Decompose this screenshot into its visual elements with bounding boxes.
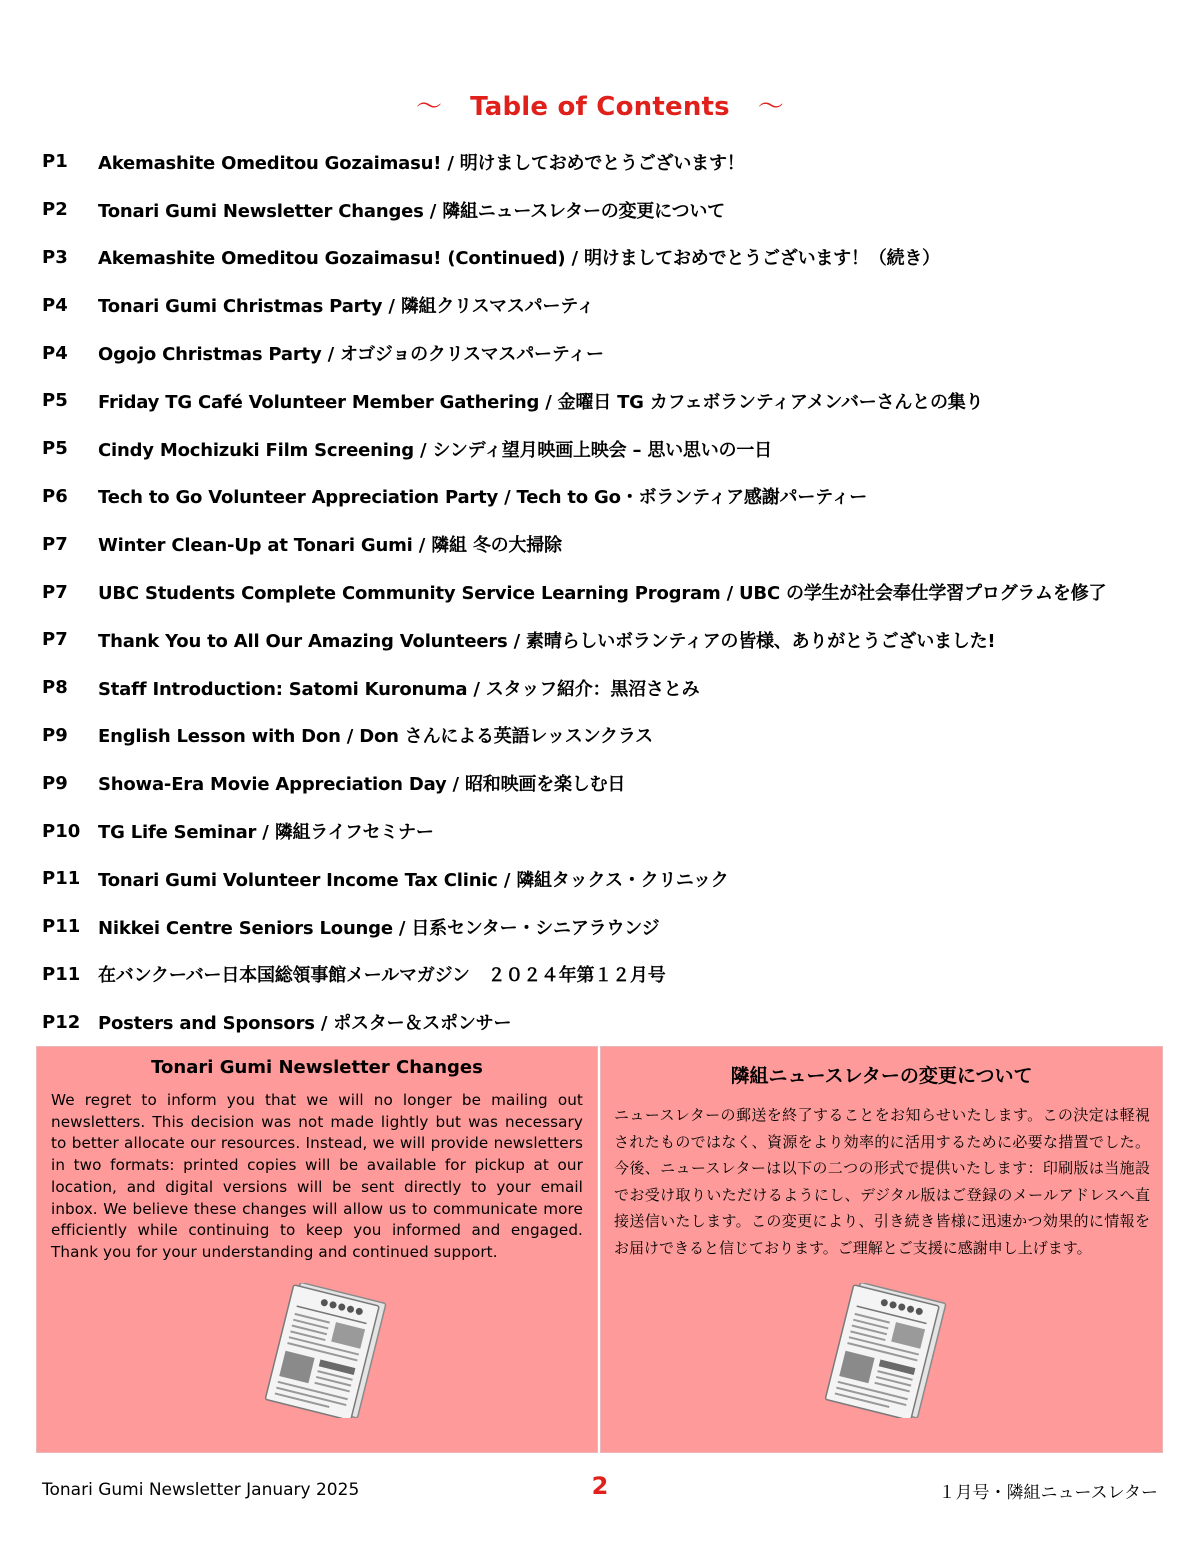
toc-item-title: Friday TG Café Volunteer Member Gathering / 金曜日 TG カフェボランティアメンバーさんとの集り (98, 391, 984, 413)
footer-newsletter-name: Tonari Gumi Newsletter January 2025 (42, 1480, 360, 1500)
notice-body-japanese: ニュースレターの郵送を終了することをお知らせいたします。この決定は軽視されたものではなく、資源をより効率的に活用するために必要な措置でした。今後、ニュースレターは以下の二つの形式で提供いたします：印刷版は当施設でお受け取りいただけるようにし、デジタル版はご登録のメールアドレスへ直接送信いたします。この変更により、引き続き皆様に迅速かつ効果的に情報をお届けできると信じております。ご理解とご支援に感謝申し上げます。 (614, 1106, 1150, 1257)
toc-item (42, 329, 1162, 377)
footer-newsletter-name-japanese: １月号・隣組ニュースレター (938, 1483, 1158, 1503)
toc-item (42, 712, 1162, 760)
toc-page-number: P4 (42, 294, 68, 316)
toc-item-title: Tonari Gumi Volunteer Income Tax Clinic / 隣組タックス・クリニック (98, 869, 729, 891)
toc-item (42, 281, 1162, 329)
toc-item-title: Showa-Era Movie Appreciation Day / 昭和映画を楽しむ日 (98, 774, 626, 796)
notice-panels (36, 1046, 1163, 1453)
toc-heading (0, 86, 1200, 123)
toc-item-title: Tech to Go Volunteer Appreciation Party / Tech to Go・ボランティア感謝パーティー (98, 487, 868, 509)
toc-list (42, 138, 1162, 1046)
toc-page-number: P10 (42, 820, 81, 842)
toc-item-title: Akemashite Omeditou Gozaimasu! (Continued) / 明けましておめでとうございます！（続き） (98, 248, 940, 270)
notice-box-japanese (600, 1046, 1163, 1453)
toc-page-number: P2 (42, 199, 68, 221)
right-ornament: ～ (757, 92, 785, 122)
toc-item-title: English Lesson with Don / Don さんによる英語レッスンクラス (98, 726, 653, 748)
toc-item-title: Winter Clean-Up at Tonari Gumi / 隣組 冬の大掃除 (98, 535, 562, 557)
toc-page-number: P3 (42, 246, 68, 268)
toc-item (42, 425, 1162, 473)
toc-page-number: P11 (42, 963, 81, 985)
toc-item-title: Tonari Gumi Newsletter Changes / 隣組ニュースレターの変更について (98, 200, 725, 222)
newspaper-icon (263, 1283, 393, 1418)
toc-page-number: P9 (42, 772, 68, 794)
toc-item (42, 568, 1162, 616)
toc-item-title: Akemashite Omeditou Gozaimasu! / 明けましておめでとうございます！ (98, 152, 745, 174)
notice-body-english: We regret to inform you that we will no longer be mailing out newsletters. This decision was not made lightly but was necessary to better allocate our resources. Instead, we will provide newsletters in two formats: printed copies will be available for pickup at our location, and digital versions will be sent directly to your email inbox. We believe these changes will allow us to communicate more efficiently while continuing to keep you informed and engaged. Thank you for your understanding and continued support. (51, 1091, 583, 1261)
toc-item (42, 807, 1162, 855)
toc-item (42, 138, 1162, 186)
toc-item (42, 473, 1162, 521)
toc-item-title: Posters and Sponsors / ポスター＆スポンサー (98, 1013, 512, 1035)
toc-page-number: P12 (42, 1011, 81, 1033)
toc-page-number: P8 (42, 677, 68, 699)
toc-item (42, 759, 1162, 807)
toc-item (42, 903, 1162, 951)
toc-page-number: P5 (42, 390, 68, 412)
toc-item-title: Ogojo Christmas Party / オゴジョのクリスマスパーティー (98, 344, 604, 366)
toc-item-title: TG Life Seminar / 隣組ライフセミナー (98, 822, 434, 844)
toc-item-title: 在バンクーバー日本国総領事館メールマガジン ２０２４年第１２月号 (98, 965, 666, 987)
toc-page-number: P1 (42, 151, 68, 173)
toc-page-number: P5 (42, 438, 68, 460)
left-ornament: ～ (415, 92, 443, 122)
notice-box-english (36, 1046, 598, 1453)
toc-item (42, 855, 1162, 903)
toc-item (42, 377, 1162, 425)
notice-title-japanese: 隣組ニュースレターの変更について (730, 1065, 1033, 1087)
toc-page-number: P9 (42, 724, 68, 746)
toc-page-number: P6 (42, 485, 68, 507)
page-footer (0, 1472, 1200, 1506)
toc-page-number: P11 (42, 868, 81, 890)
toc-item (42, 234, 1162, 282)
toc-item-title: Tonari Gumi Christmas Party / 隣組クリスマスパーティ (98, 296, 595, 318)
toc-item-title: Thank You to All Our Amazing Volunteers / 素晴らしいボランティアの皆様、ありがとうございました! (98, 630, 996, 652)
page-number: 2 (591, 1472, 609, 1500)
toc-page-number: P4 (42, 342, 68, 364)
toc-item (42, 998, 1162, 1046)
newspaper-icon (823, 1283, 953, 1418)
toc-item (42, 616, 1162, 664)
toc-item-title: Cindy Mochizuki Film Screening / シンディ望月映画上映会 – 思い思いの一日 (98, 439, 772, 461)
toc-item-title: Nikkei Centre Seniors Lounge / 日系センター・シニアラウンジ (98, 917, 660, 939)
toc-title: Table of Contents (470, 92, 730, 122)
toc-item-title: UBC Students Complete Community Service Learning Program / UBC の学生が社会奉仕学習プログラムを修了 (98, 583, 1107, 605)
toc-item-title: Staff Introduction: Satomi Kuronuma / スタッフ紹介：黒沼さとみ (98, 678, 700, 700)
toc-page-number: P7 (42, 533, 68, 555)
toc-item (42, 186, 1162, 234)
toc-page-number: P7 (42, 629, 68, 651)
notice-title-english: Tonari Gumi Newsletter Changes (151, 1057, 483, 1078)
toc-item (42, 951, 1162, 999)
toc-page-number: P11 (42, 916, 81, 938)
toc-item (42, 520, 1162, 568)
toc-item (42, 664, 1162, 712)
toc-page-number: P7 (42, 581, 68, 603)
